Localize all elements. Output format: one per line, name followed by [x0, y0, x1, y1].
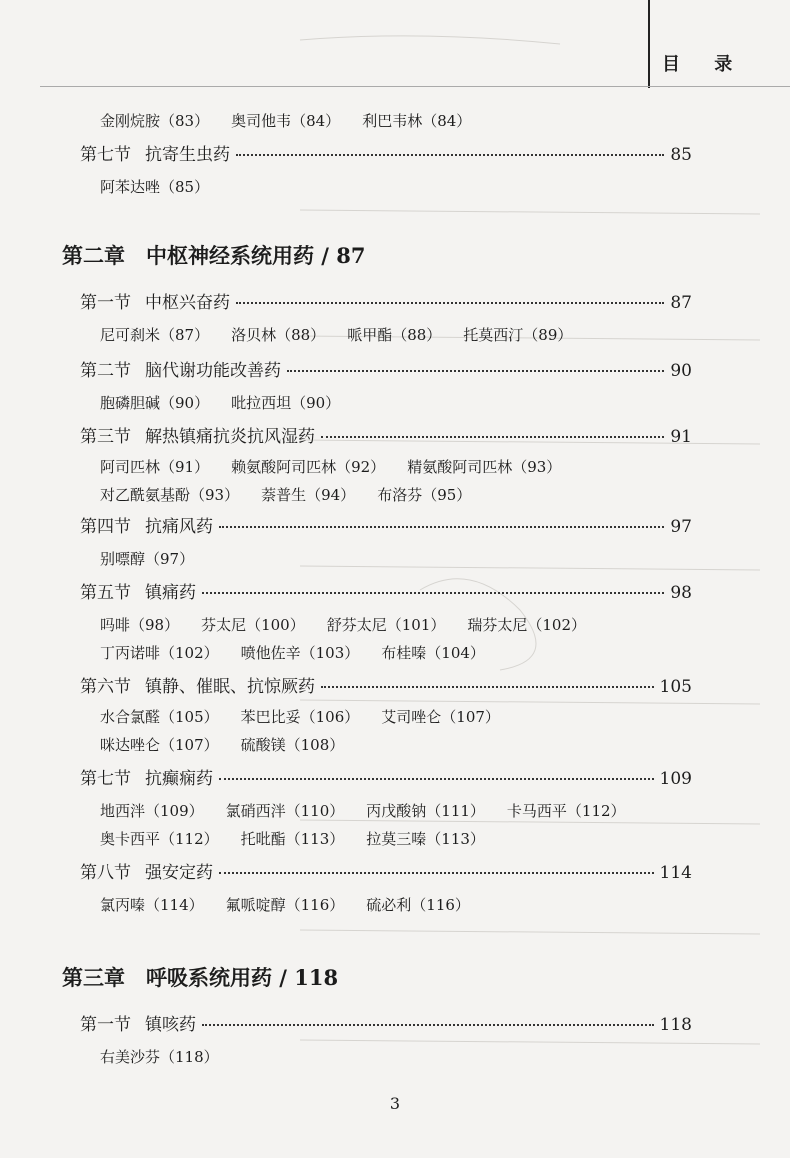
drug-entry: 哌甲酯（88） — [347, 326, 442, 344]
dot-leader — [202, 592, 664, 594]
drug-entry: 苯巴比妥（106） — [240, 708, 360, 726]
drug-entry: 阿苯达唑（85） — [100, 178, 210, 196]
drug-list — [100, 734, 366, 755]
drug-entry: 芬太尼（100） — [201, 616, 305, 634]
drug-entry: 金刚烷胺（83） — [100, 112, 210, 130]
section-page-number: 105 — [659, 677, 692, 697]
drug-entry: 托吡酯（113） — [240, 830, 345, 848]
drug-entry: 赖氨酸阿司匹林（92） — [231, 458, 386, 476]
drug-entry: 咪达唑仑（107） — [100, 736, 219, 754]
section-page-number: 98 — [670, 583, 692, 603]
drug-entry: 奥卡西平（112） — [100, 830, 219, 848]
section-entry — [80, 764, 692, 790]
section-title: 中枢兴奋药 — [145, 293, 230, 313]
section-title: 抗痛风药 — [145, 517, 213, 537]
drug-entry: 地西泮（109） — [100, 802, 204, 820]
drug-entry: 氯硝西泮（110） — [225, 802, 345, 820]
section-entry — [80, 422, 692, 448]
drug-entry: 对乙酰氨基酚（93） — [100, 486, 240, 504]
section-number: 第五节 — [80, 583, 131, 603]
section-number: 第四节 — [80, 517, 131, 537]
drug-entry: 瑞芬太尼（102） — [467, 616, 587, 634]
drug-list — [100, 706, 522, 727]
chapter-heading: 第二章 中枢神经系统用药 / 87 — [62, 243, 366, 268]
drug-list — [100, 456, 583, 477]
drug-list — [100, 614, 608, 635]
section-title: 脑代谢功能改善药 — [145, 361, 281, 381]
chapter-heading: 第三章 呼吸系统用药 / 118 — [62, 965, 339, 990]
dot-leader — [219, 526, 664, 528]
drug-entry: 喷他佐辛（103） — [240, 644, 360, 662]
section-page-number: 109 — [659, 769, 692, 789]
section-page-number: 118 — [659, 1015, 692, 1035]
drug-list — [100, 1046, 241, 1067]
section-entry — [80, 672, 692, 698]
drug-entry: 胞磷胆碱（90） — [100, 394, 210, 412]
running-header-title: 目 录 — [662, 54, 747, 75]
dot-leader — [236, 154, 664, 156]
section-title: 镇痛药 — [145, 583, 196, 603]
section-entry — [80, 1010, 692, 1036]
drug-entry: 利巴韦林（84） — [362, 112, 472, 130]
dot-leader — [236, 302, 664, 304]
section-page-number: 87 — [670, 293, 692, 313]
drug-list — [100, 800, 648, 821]
section-entry — [80, 512, 692, 538]
drug-entry: 吡拉西坦（90） — [231, 394, 341, 412]
section-page-number: 114 — [659, 863, 692, 883]
drug-list — [100, 176, 231, 197]
drug-entry: 吗啡（98） — [100, 616, 180, 634]
section-number: 第八节 — [80, 863, 131, 883]
drug-entry: 艾司唑仑（107） — [381, 708, 500, 726]
section-title: 强安定药 — [145, 863, 213, 883]
section-title: 抗寄生虫药 — [145, 145, 230, 165]
section-number: 第一节 — [80, 1015, 131, 1035]
section-page-number: 90 — [670, 361, 692, 381]
drug-list — [100, 110, 493, 131]
section-number: 第七节 — [80, 145, 131, 165]
drug-list — [100, 392, 362, 413]
section-title: 抗癫痫药 — [145, 769, 213, 789]
drug-entry: 卡马西平（112） — [506, 802, 626, 820]
section-title: 镇咳药 — [145, 1015, 196, 1035]
section-number: 第六节 — [80, 677, 131, 697]
drug-list — [100, 642, 507, 663]
drug-entry: 阿司匹林（91） — [100, 458, 210, 476]
drug-entry: 舒芬太尼（101） — [326, 616, 446, 634]
drug-entry: 硫必利（116） — [366, 896, 470, 914]
drug-entry: 拉莫三嗪（113） — [366, 830, 485, 848]
dot-leader — [219, 778, 654, 780]
drug-entry: 奥司他韦（84） — [231, 112, 341, 130]
dot-leader — [287, 370, 664, 372]
drug-entry: 精氨酸阿司匹林（93） — [407, 458, 562, 476]
drug-entry: 布洛芬（95） — [377, 486, 472, 504]
dot-leader — [321, 436, 664, 438]
section-page-number: 97 — [670, 517, 692, 537]
section-title: 镇静、催眠、抗惊厥药 — [145, 677, 315, 697]
drug-list — [100, 894, 492, 915]
drug-entry: 氟哌啶醇（116） — [225, 896, 345, 914]
section-number: 第二节 — [80, 361, 131, 381]
drug-entry: 丙戊酸钠（111） — [366, 802, 485, 820]
drug-entry: 尼可刹米（87） — [100, 326, 210, 344]
drug-entry: 水合氯醛（105） — [100, 708, 219, 726]
drug-entry: 别嘌醇（97） — [100, 550, 195, 568]
drug-entry: 布桂嗪（104） — [381, 644, 485, 662]
section-number: 第三节 — [80, 427, 131, 447]
drug-list — [100, 828, 507, 849]
drug-entry: 丁丙诺啡（102） — [100, 644, 219, 662]
dot-leader — [202, 1024, 654, 1026]
page-number: 3 — [389, 1094, 401, 1113]
drug-entry: 托莫西汀（89） — [463, 326, 573, 344]
dot-leader — [321, 686, 654, 688]
section-number: 第一节 — [80, 293, 131, 313]
section-entry — [80, 288, 692, 314]
section-entry — [80, 140, 692, 166]
section-page-number: 91 — [670, 427, 692, 447]
drug-entry: 洛贝林（88） — [231, 326, 326, 344]
section-entry — [80, 858, 692, 884]
section-entry — [80, 356, 692, 382]
section-title: 解热镇痛抗炎抗风湿药 — [145, 427, 315, 447]
drug-entry: 萘普生（94） — [261, 486, 356, 504]
drug-entry: 硫酸镁（108） — [240, 736, 345, 754]
section-page-number: 85 — [670, 145, 692, 165]
drug-list — [100, 484, 493, 505]
section-entry — [80, 578, 692, 604]
dot-leader — [219, 872, 654, 874]
drug-entry: 氯丙嗪（114） — [100, 896, 204, 914]
section-number: 第七节 — [80, 769, 131, 789]
drug-list — [100, 548, 216, 569]
drug-entry: 右美沙芬（118） — [100, 1048, 219, 1066]
drug-list — [100, 324, 594, 345]
